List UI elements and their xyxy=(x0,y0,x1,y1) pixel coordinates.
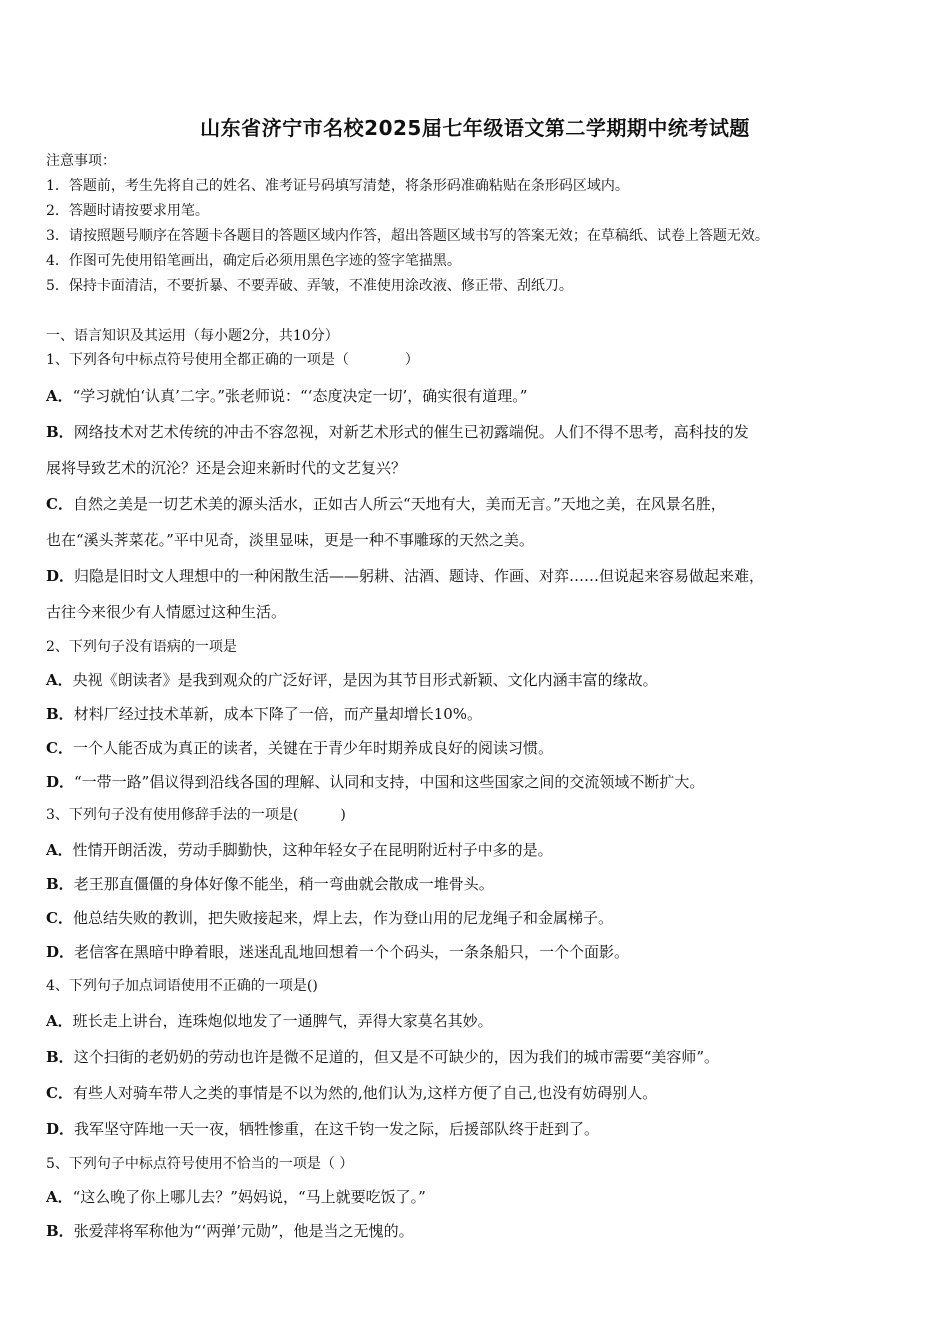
option-text: 归隐是旧时文人理想中的一种闲散生活——躬耕、沽酒、题诗、作画、对弈……但说起来容易做起来难， xyxy=(74,567,765,585)
option-text: “一带一路”倡议得到沿线各国的理解、认同和支持，中国和这些国家之间的交流领域不断扩大。 xyxy=(74,773,705,791)
question-stem: 4、下列句子加点词语使用不正确的一项是() xyxy=(46,978,318,994)
option-c xyxy=(46,738,553,758)
option-label: D． xyxy=(46,943,75,961)
notice-item: 5．保持卡面清洁，不要折暴、不要弄破、弄皱，不准使用涂改液、修正带、刮纸刀。 xyxy=(46,278,573,294)
option-label: A． xyxy=(46,387,73,405)
option-b-continued: 展将导致艺术的沉沦？还是会迎来新时代的文艺复兴？ xyxy=(46,459,407,477)
option-label: C． xyxy=(46,1084,73,1102)
question-stem: 1、下列各句中标点符号使用全都正确的一项是（ ） xyxy=(46,352,419,368)
option-d-continued: 古往今来很少有人情愿过这种生活。 xyxy=(46,603,287,621)
option-c-continued: 也在“溪头荠菜花。”平中见奇，淡里显味，更是一种不事雕琢的天然之美。 xyxy=(46,531,534,549)
section-heading: 一、语言知识及其运用（每小题2分，共10分） xyxy=(46,328,339,344)
option-text: 我军坚守阵地一天一夜，牺牲惨重，在这千钧一发之际，后援部队终于赶到了。 xyxy=(74,1120,600,1138)
option-label: D． xyxy=(46,773,75,791)
option-label: D． xyxy=(46,1120,75,1138)
option-text: 他总结失败的教训，把失败接起来，焊上去，作为登山用的尼龙绳子和金属梯子。 xyxy=(72,909,613,927)
notice-item: 4．作图可先使用铅笔画出，确定后必须用黑色字迹的签字笔描黑。 xyxy=(46,253,461,269)
option-label: B． xyxy=(46,423,74,441)
question-stem: 3、下列句子没有使用修辞手法的一项是( ) xyxy=(46,807,346,823)
option-a xyxy=(46,840,553,860)
option-text: 自然之美是一切艺术美的源头活水，正如古人所云“天地有大，美而无言。”天地之美，在风景名胜， xyxy=(72,495,726,513)
option-text: “这么晚了你上哪儿去？”妈妈说，“马上就要吃饭了。” xyxy=(72,1188,426,1206)
question-stem: 5、下列句子中标点符号使用不恰当的一项是（ ） xyxy=(46,1156,354,1172)
notice-item: 2．答题时请按要求用笔。 xyxy=(46,203,209,219)
option-text: 材料厂经过技术革新，成本下降了一倍，而产量却增长10%。 xyxy=(73,705,483,723)
option-label: B． xyxy=(46,1222,74,1240)
option-label: B． xyxy=(46,705,74,723)
option-b xyxy=(46,1047,719,1067)
page-title: 山东省济宁市名校2025届七年级语文第二学期期中统考试题 xyxy=(200,116,750,140)
option-b xyxy=(46,1221,414,1241)
option-label: A． xyxy=(46,841,73,859)
option-text: 网络技术对艺术传统的冲击不容忽视，对新艺术形式的催生已初露端倪。人们不得不思考，高科技的发 xyxy=(73,423,749,441)
option-text: “学习就怕‘认真’二字。”张老师说：“‘态度决定一切’，确实很有道理。” xyxy=(72,387,528,405)
question-stem: 2、下列句子没有语病的一项是 xyxy=(46,639,237,655)
option-b xyxy=(46,704,482,724)
notice-item: 1．答题前，考生先将自己的姓名、准考证号码填写清楚，将条形码准确粘贴在条形码区域内。 xyxy=(46,178,629,194)
notice-item: 3．请按照题号顺序在答题卡各题目的答题区域内作答，超出答题区域书写的答案无效；在草稿纸、试卷上答题无效。 xyxy=(46,228,769,244)
option-a xyxy=(46,386,527,406)
option-label: A． xyxy=(46,671,73,689)
option-b xyxy=(46,874,494,894)
option-text: 性情开朗活泼，劳动手脚勤快，这种年轻女子在昆明附近村子中多的是。 xyxy=(72,841,553,859)
option-text: 老信客在黑暗中睁着眼，迷迷乱乱地回想着一个个码头，一条条船只，一个个面影。 xyxy=(74,943,630,961)
option-d xyxy=(46,566,764,586)
option-a xyxy=(46,670,658,690)
option-b xyxy=(46,422,749,442)
option-label: A． xyxy=(46,1188,73,1206)
option-label: C． xyxy=(46,739,73,757)
notice-heading: 注意事项： xyxy=(46,153,116,169)
option-text: 有些人对骑车带人之类的事情是不以为然的,他们认为,这样方便了自己,也没有妨碍别人。 xyxy=(72,1084,658,1102)
option-c xyxy=(46,908,613,928)
option-a xyxy=(46,1011,493,1031)
option-d xyxy=(46,1119,599,1139)
option-d xyxy=(46,772,704,792)
option-text: 老王那直僵僵的身体好像不能坐，稍一弯曲就会散成一堆骨头。 xyxy=(73,875,494,893)
option-a xyxy=(46,1187,426,1207)
option-text: 这个扫街的老奶奶的劳动也许是微不足道的，但又是不可缺少的，因为我们的城市需要“美容师”。 xyxy=(73,1048,720,1066)
option-label: C． xyxy=(46,909,73,927)
option-text: 张爱萍将军称他为“‘两弹’元勋”，他是当之无愧的。 xyxy=(73,1222,414,1240)
option-text: 班长走上讲台，连珠炮似地发了一通脾气，弄得大家莫名其妙。 xyxy=(72,1012,493,1030)
option-label: A． xyxy=(46,1012,73,1030)
option-label: B． xyxy=(46,1048,74,1066)
option-text: 一个人能否成为真正的读者，关键在于青少年时期养成良好的阅读习惯。 xyxy=(72,739,553,757)
option-c xyxy=(46,1083,657,1103)
option-label: D． xyxy=(46,567,75,585)
option-label: B． xyxy=(46,875,74,893)
option-c xyxy=(46,494,726,514)
option-d xyxy=(46,942,629,962)
option-label: C． xyxy=(46,495,73,513)
option-text: 央视《朗读者》是我到观众的广泛好评，是因为其节目形式新颖、文化内涵丰富的缘故。 xyxy=(72,671,658,689)
